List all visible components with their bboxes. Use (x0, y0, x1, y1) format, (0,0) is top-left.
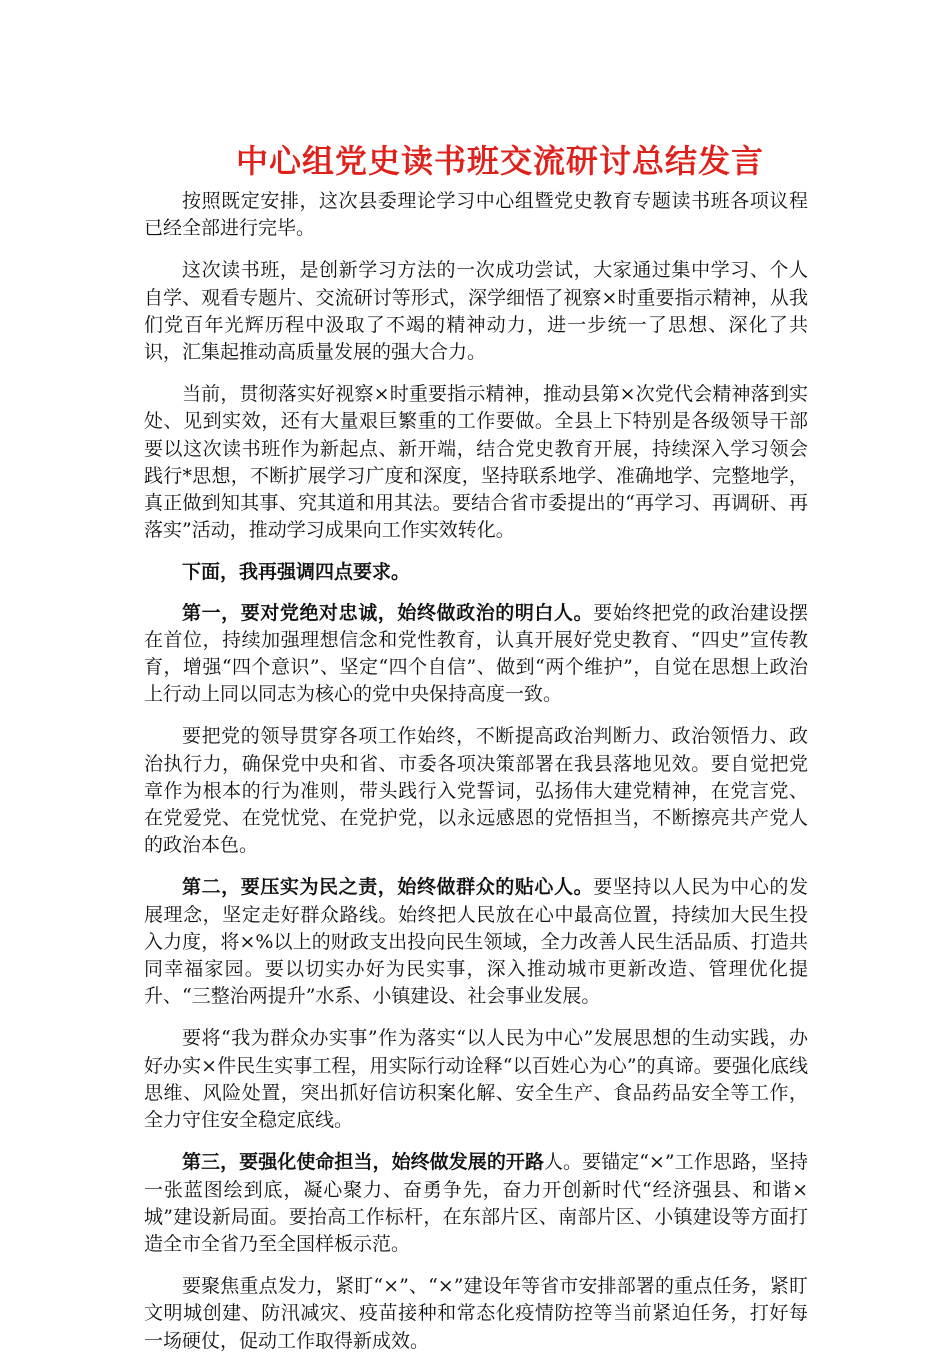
paragraph-text: 要聚焦重点发力，紧盯“×”、“×”建设年等省市安排部署的重点任务，紧盯文明城创建、防汛减灾、疫苗接种和常态化疫情防控等当前紧迫任务，打好每一场硬仗，促动工作取得新成效。 (144, 1275, 808, 1352)
paragraph-5 (144, 600, 808, 709)
paragraph-text: 当前，贯彻落实好视察×时重要指示精神，推动县第×次党代会精神落到实处、见到实效，还有大量艰巨繁重的工作要做。全县上下特别是各级领导干部要以这次读书班作为新起点、新开端，结合党史教育开展，持续深入学习领会践行*思想，不断扩展学习广度和深度，坚持联系地学、准确地学、完整地学，真正做到知其事、究其道和用其法。要结合省市委提出的“再学习、再调研、再落实”活动，推动学习成果向工作实效转化。 (144, 383, 808, 542)
paragraph-lead: 第一，要对党绝对忠诚，始终做政治的明白人。 (182, 601, 594, 624)
document-body (144, 188, 808, 1370)
paragraph-text: 要将“我为群众办实事”作为落实“以人民为中心”发展思想的生动实践，办好办实×件民生实事工程，用实际行动诠释“以百姓心为心”的真谛。要强化底线思维、风险处置，突出抓好信访积案化解、安全生产、食品药品安全等工作，全力守住安全稳定底线。 (144, 1027, 808, 1132)
paragraph-text: 要坚持以人民为中心的发展理念，坚定走好群众路线。始终把人民放在心中最高位置，持续加大民生投入力度，将×%以上的财政支出投向民生领域，全力改善人民生活品质、打造共同幸福家园。要以切实办好为民实事，深入推动城市更新改造、管理优化提升、“三整治两提升”水系、小镇建设、社会事业发展。 (144, 876, 808, 1008)
paragraph-1 (144, 188, 808, 242)
paragraph-lead: 下面，我再强调四点要求。 (182, 561, 411, 584)
paragraph-6 (144, 723, 808, 859)
paragraph-text: 要始终把党的政治建设摆在首位，持续加强理想信念和党性教育，认真开展好党史教育、“四史”宣传教育，增强“四个意识”、坚定“四个自信”、做到“两个维护”，自觉在思想上政治上行动上同以同志为核心的党中央保持高度一致。 (144, 601, 808, 706)
paragraph-7 (144, 874, 808, 1010)
document-title: 中心组党史读书班交流研讨总结发言 (235, 142, 764, 180)
paragraph-2 (144, 257, 808, 366)
paragraph-4 (144, 559, 808, 586)
paragraph-9 (144, 1149, 808, 1258)
paragraph-3 (144, 381, 808, 544)
paragraph-lead: 第二，要压实为民之责，始终做群众的贴心人。 (182, 876, 594, 899)
paragraph-10 (144, 1273, 808, 1355)
paragraph-text: 这次读书班，是创新学习方法的一次成功尝试，大家通过集中学习、个人自学、观看专题片、交流研讨等形式，深学细悟了视察×时重要指示精神，从我们党百年光辉历程中汲取了不竭的精神动力，进一步统一了思想、深化了共识，汇集起推动高质量发展的强大合力。 (144, 259, 808, 364)
paragraph-text: 要把党的领导贯穿各项工作始终，不断提高政治判断力、政治领悟力、政治执行力，确保党中央和省、市委各项决策部署在我县落地见效。要自觉把党章作为根本的行为准则，带头践行入党誓词，弘扬伟大建党精神，在党言党、在党爱党、在党忧党、在党护党，以永远感恩的党悟担当，不断擦亮共产党人的政治本色。 (144, 725, 808, 857)
paragraph-lead: 第三，要强化使命担当，始终做发展的开路 (182, 1151, 544, 1174)
paragraph-text: 按照既定安排，这次县委理论学习中心组暨党史教育专题读书班各项议程已经全部进行完毕。 (144, 190, 808, 240)
paragraph-text: 人。要锚定“×”工作思路，坚持一张蓝图绘到底，凝心聚力、奋勇争先，奋力开创新时代“经济强县、和谐×城”建设新局面。要抬高工作标杆，在东部片区、南部片区、小镇建设等方面打造全市全省乃至全国样板示范。 (144, 1151, 808, 1255)
paragraph-8 (144, 1025, 808, 1134)
